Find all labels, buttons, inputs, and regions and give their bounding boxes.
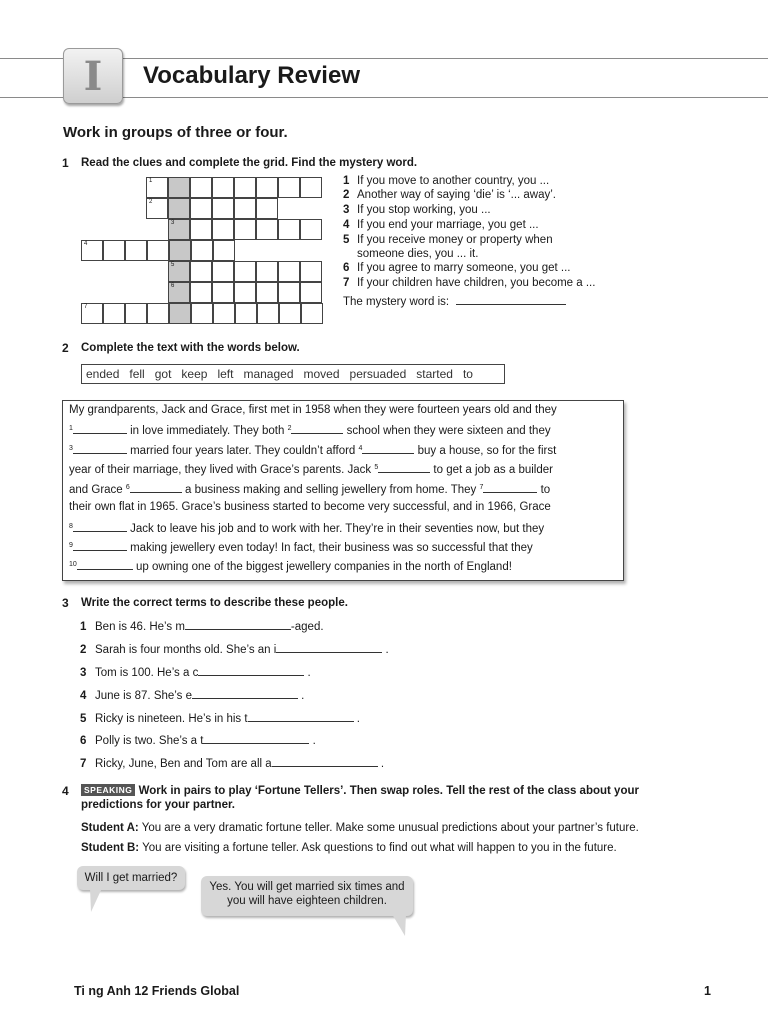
page-number: 1 <box>704 984 711 998</box>
story-line <box>69 462 553 476</box>
clue-number: 7 <box>343 277 350 289</box>
grid-cell[interactable] <box>146 177 168 198</box>
clue-item <box>343 188 556 202</box>
story-line <box>69 540 533 554</box>
unit-badge <box>63 48 123 104</box>
gap-number: 9 <box>69 542 73 549</box>
term-item <box>80 756 384 770</box>
story-text: a business making and selling jewellery from home. They <box>181 484 480 496</box>
term-suffix: -aged. <box>290 621 324 633</box>
clue-text: If you move to another country, you ... <box>357 175 550 187</box>
footer-title: Ti ng Anh 12 Friends Global <box>74 984 240 998</box>
speech-bubble-answer <box>201 876 413 916</box>
grid-clue-number: 6 <box>171 283 175 289</box>
grid-clue-number: 1 <box>149 178 153 184</box>
term-prompt: Tom is 100. He’s a c <box>95 667 199 679</box>
story-text: their own flat in 1965. Grace’s business started to become very successful, and in 1966, Grace <box>69 501 551 513</box>
student-a-label: Student A: <box>81 822 139 834</box>
gap-blank[interactable] <box>483 482 537 493</box>
term-number: 1 <box>80 621 87 633</box>
story-line <box>69 559 512 573</box>
story-line <box>69 404 557 416</box>
ex2-instruction: Complete the text with the words below. <box>81 342 300 354</box>
bubble-tail-left <box>88 888 104 914</box>
clue-number: 5 <box>343 234 350 246</box>
word-bank-item: got <box>154 367 172 381</box>
clue-text: If you agree to marry someone, you get ... <box>357 262 571 274</box>
story-text: year of their marriage, they lived with Grace’s parents. Jack <box>69 464 375 476</box>
term-suffix: . <box>309 735 316 747</box>
grid-cell[interactable] <box>234 261 256 282</box>
gap-blank[interactable] <box>362 443 414 454</box>
grid-cell[interactable] <box>301 303 323 324</box>
grid-cell[interactable] <box>256 198 278 219</box>
story-text: married four years later. They couldn’t afford <box>126 445 359 457</box>
grid-clue-number: 2 <box>149 199 153 205</box>
term-prompt: Ricky is nineteen. He’s in his t <box>95 713 248 725</box>
word-bank-item: ended <box>86 367 120 381</box>
story-line <box>69 443 556 457</box>
story-text: and Grace <box>69 484 126 496</box>
story-text: Jack to leave his job and to work with her. They’re in their seventies now, but they <box>126 523 545 535</box>
term-prompt: Ricky, June, Ben and Tom are all a <box>95 758 272 770</box>
term-blank[interactable] <box>203 733 309 744</box>
word-bank-item: moved <box>303 367 340 381</box>
story-line <box>69 521 544 535</box>
grid-cell[interactable] <box>235 303 257 324</box>
grid-cell[interactable] <box>256 177 278 198</box>
student-a-text: You are a very dramatic fortune teller. Make some unusual predictions about your partner’s future. <box>141 822 639 834</box>
grid-cell[interactable] <box>234 282 256 303</box>
clue-item <box>343 174 549 188</box>
grid-cell[interactable] <box>190 261 212 282</box>
term-prompt: Polly is two. She’s a t <box>95 735 204 747</box>
gap-blank[interactable] <box>378 462 430 473</box>
grid-cell[interactable] <box>234 177 256 198</box>
term-item <box>80 733 316 747</box>
word-bank-item: started <box>416 367 453 381</box>
mystery-word-line <box>343 294 566 309</box>
ex4-number: 4 <box>62 784 69 798</box>
story-text: making jewellery even today! In fact, their business was so successful that they <box>126 542 533 554</box>
story-text: school when they were sixteen and they <box>343 425 551 437</box>
ex4-instruction-line2: predictions for your partner. <box>81 799 235 811</box>
grid-cell[interactable] <box>300 261 322 282</box>
word-bank-item: managed <box>243 367 294 381</box>
speaking-tag: SPEAKING <box>81 784 135 796</box>
term-number: 3 <box>80 667 87 679</box>
grid-cell[interactable] <box>190 177 212 198</box>
grid-cell[interactable] <box>168 261 190 282</box>
grid-cell[interactable] <box>125 240 147 261</box>
story-line <box>69 482 550 496</box>
grid-cell[interactable] <box>190 198 212 219</box>
gap-number: 2 <box>287 425 292 432</box>
clue-text: Another way of saying ‘die’ is ‘... away’. <box>357 189 556 201</box>
story-text: in love immediately. They both <box>126 425 288 437</box>
grid-cell[interactable] <box>190 282 212 303</box>
grid-cell[interactable] <box>125 303 147 324</box>
story-text: buy a house, so for the first <box>414 445 557 457</box>
group-instruction: Work in groups of three or four. <box>63 124 288 141</box>
clue-number: 4 <box>343 219 350 231</box>
student-b-line <box>81 842 617 854</box>
gap-blank[interactable] <box>73 521 127 532</box>
word-bank-item: left <box>217 367 234 381</box>
mystery-label: The mystery word is: <box>343 296 450 308</box>
unit-letter: I <box>83 53 103 100</box>
clue-text: someone dies, you ... it. <box>357 248 479 260</box>
gap-blank[interactable] <box>77 559 133 570</box>
gap-number: 7 <box>479 484 484 491</box>
grid-cell[interactable] <box>300 177 322 198</box>
student-a-line <box>81 822 639 834</box>
term-number: 6 <box>80 735 87 747</box>
bubble-answer-line2: you will have eighteen children. <box>227 895 387 907</box>
term-item <box>80 688 304 702</box>
grid-cell[interactable] <box>168 198 190 219</box>
grid-cell[interactable] <box>147 303 169 324</box>
grid-cell[interactable] <box>169 240 191 261</box>
clue-item <box>343 247 478 261</box>
term-suffix: . <box>297 690 305 702</box>
grid-cell[interactable] <box>213 240 235 261</box>
term-item <box>80 665 311 679</box>
clue-item <box>343 203 491 217</box>
gap-number: 1 <box>69 425 73 432</box>
grid-cell[interactable] <box>256 282 278 303</box>
word-bank-item: fell <box>129 367 145 381</box>
story-text: My grandparents, Jack and Grace, first met in 1958 when they were fourteen years old and they <box>69 404 557 416</box>
grid-cell[interactable] <box>279 303 301 324</box>
clue-text: If you stop working, you ... <box>357 204 491 216</box>
grid-cell[interactable] <box>300 219 322 240</box>
term-suffix: . <box>377 758 385 770</box>
gap-number: 8 <box>69 523 73 530</box>
grid-cell[interactable] <box>169 303 191 324</box>
gap-number: 6 <box>125 484 130 491</box>
grid-cell[interactable] <box>191 303 213 324</box>
term-suffix: . <box>382 644 389 656</box>
term-prompt: Sarah is four months old. She’s an i <box>95 644 277 656</box>
grid-cell[interactable] <box>300 282 322 303</box>
clue-text: If you receive money or property when <box>357 234 553 246</box>
term-blank[interactable] <box>198 665 304 676</box>
mystery-word-blank[interactable] <box>456 294 566 305</box>
term-item <box>80 711 360 725</box>
clue-item <box>343 233 553 247</box>
clue-number: 1 <box>343 175 350 187</box>
grid-cell[interactable] <box>278 282 300 303</box>
student-b-text: You are visiting a fortune teller. Ask questions to find out what will happen to you in the future. <box>142 842 617 854</box>
term-prompt: Ben is 46. He’s m <box>95 621 185 633</box>
word-bank-item: persuaded <box>349 367 407 381</box>
grid-clue-number: 3 <box>171 220 175 226</box>
grid-cell[interactable] <box>81 303 103 324</box>
grid-cell[interactable] <box>212 261 234 282</box>
clue-number: 3 <box>343 204 350 216</box>
grid-cell[interactable] <box>256 219 278 240</box>
term-blank[interactable] <box>248 711 354 722</box>
gap-blank[interactable] <box>291 423 343 434</box>
term-item <box>80 642 389 656</box>
ex1-instruction: Read the clues and complete the grid. Find the mystery word. <box>81 157 418 169</box>
term-number: 7 <box>80 758 87 770</box>
grid-cell[interactable] <box>212 219 234 240</box>
ex1-number: 1 <box>62 156 69 170</box>
grid-clue-number: 7 <box>84 304 88 310</box>
page-title: Vocabulary Review <box>143 62 360 89</box>
grid-cell[interactable] <box>257 303 279 324</box>
gap-blank[interactable] <box>73 443 127 454</box>
story-line <box>69 501 551 513</box>
grid-cell[interactable] <box>278 219 300 240</box>
bubble-answer-line1: Yes. You will get married six times and <box>209 881 405 893</box>
ex4-instruction-text: Work in pairs to play ‘Fortune Tellers’. Then swap roles. Tell the rest of the class about your <box>138 785 639 797</box>
ex3-number: 3 <box>62 596 69 610</box>
grid-cell[interactable] <box>278 177 300 198</box>
grid-cell[interactable] <box>147 240 169 261</box>
clue-item <box>343 218 539 232</box>
grid-cell[interactable] <box>103 303 125 324</box>
term-number: 2 <box>80 644 87 656</box>
gap-number: 4 <box>358 445 363 452</box>
term-prompt: June is 87. She’s e <box>95 690 192 702</box>
term-number: 4 <box>80 690 87 702</box>
term-number: 5 <box>80 713 87 725</box>
grid-cell[interactable] <box>81 240 103 261</box>
word-bank <box>81 364 505 384</box>
story-text: to <box>537 484 551 496</box>
gap-blank[interactable] <box>130 482 182 493</box>
grid-cell[interactable] <box>168 219 190 240</box>
grid-cell[interactable] <box>190 219 212 240</box>
bubble-tail-right <box>390 914 408 938</box>
gap-blank[interactable] <box>73 423 127 434</box>
term-blank[interactable] <box>185 619 291 630</box>
grid-clue-number: 4 <box>84 241 88 247</box>
ex4-instruction-line1 <box>81 784 639 797</box>
grid-cell[interactable] <box>168 282 190 303</box>
word-bank-item: keep <box>181 367 208 381</box>
grid-cell[interactable] <box>191 240 213 261</box>
clue-number: 2 <box>343 189 350 201</box>
speech-bubble-question <box>77 866 185 890</box>
term-blank[interactable] <box>276 642 382 653</box>
grid-cell[interactable] <box>256 261 278 282</box>
story-text: to get a job as a builder <box>430 464 553 476</box>
clue-text: If your children have children, you become a ... <box>357 277 596 289</box>
grid-cell[interactable] <box>213 303 235 324</box>
term-item <box>80 619 324 633</box>
grid-cell[interactable] <box>278 261 300 282</box>
clue-item <box>343 276 595 290</box>
grid-cell[interactable] <box>212 177 234 198</box>
student-b-label: Student B: <box>81 842 140 854</box>
term-blank[interactable] <box>272 756 378 767</box>
gap-number: 5 <box>374 464 379 471</box>
ex3-instruction: Write the correct terms to describe these people. <box>81 597 348 609</box>
gap-number: 3 <box>69 445 73 452</box>
clue-number: 6 <box>343 262 350 274</box>
grid-cell[interactable] <box>234 219 256 240</box>
gap-blank[interactable] <box>73 540 127 551</box>
grid-cell[interactable] <box>212 282 234 303</box>
gap-number: 10 <box>69 561 77 568</box>
story-text: up owning one of the biggest jewellery companies in the north of England! <box>132 561 512 573</box>
grid-cell[interactable] <box>103 240 125 261</box>
grid-cell[interactable] <box>234 198 256 219</box>
term-suffix: . <box>304 667 311 679</box>
ex2-number: 2 <box>62 341 69 355</box>
bubble-question-text: Will I get married? <box>84 872 178 884</box>
story-line <box>69 423 551 437</box>
clue-text: If you end your marriage, you get ... <box>357 219 539 231</box>
grid-cell[interactable] <box>168 177 190 198</box>
word-bank-item: to <box>462 367 473 381</box>
clue-item <box>343 261 571 275</box>
grid-cell[interactable] <box>212 198 234 219</box>
term-suffix: . <box>353 713 360 725</box>
grid-clue-number: 5 <box>171 262 175 268</box>
grid-cell[interactable] <box>146 198 168 219</box>
term-blank[interactable] <box>192 688 298 699</box>
